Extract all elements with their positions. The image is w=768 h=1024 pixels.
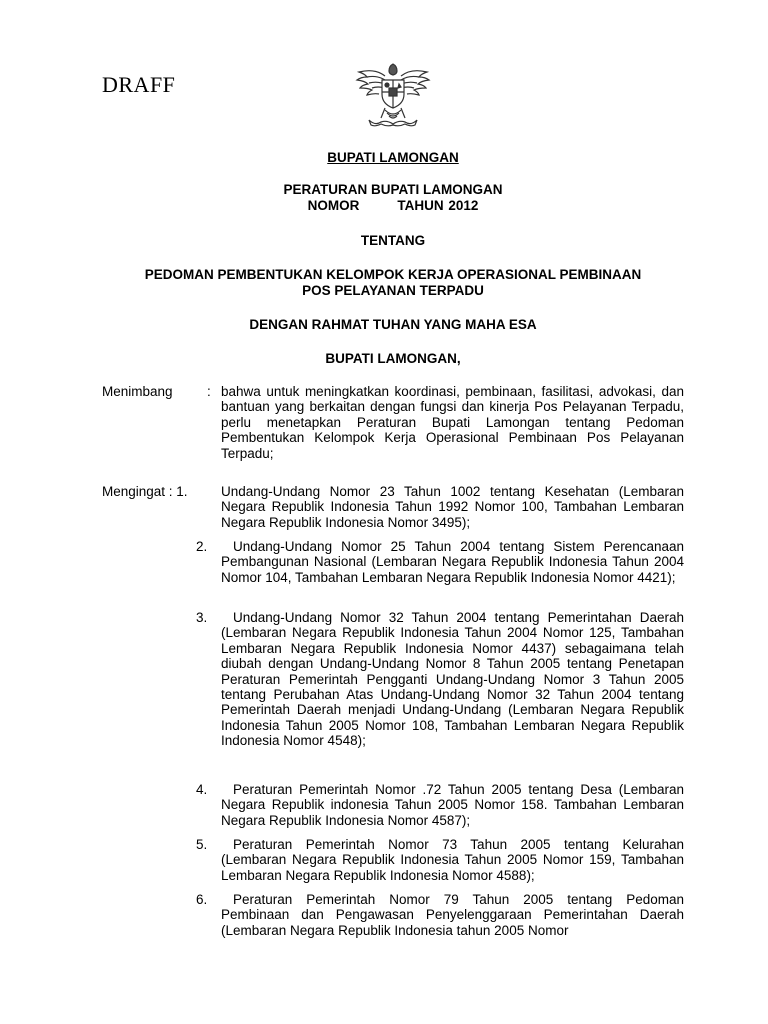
heading-regulation: PERATURAN BUPATI LAMONGAN: [283, 182, 503, 197]
heading-issuer: BUPATI LAMONGAN,: [325, 351, 461, 366]
draft-label: DRAFF: [102, 72, 176, 97]
heading-title-line1: PEDOMAN PEMBENTUKAN KELOMPOK KERJA OPERASIONAL PEMBINAAN: [144, 267, 642, 282]
menimbang-colon: :: [207, 384, 211, 399]
mengingat-num-4: 4.: [196, 782, 208, 797]
menimbang-label: Menimbang: [102, 384, 173, 399]
mengingat-num-3: 3.: [196, 610, 208, 625]
mengingat-label: Mengingat : 1.: [102, 484, 188, 499]
mengingat-num-5: 5.: [196, 837, 208, 852]
mengingat-item-3: Undang-Undang Nomor 32 Tahun 2004 tentang Pemerintahan Daerah (Lembaran Negara Republik Indonesia Tahun 2004 Nomor 125, Tambahan Lembaran Negara Republik Indonesia Nomor 4437) sebagaimana telah diubah dengan Undang-Undang Nomor 8 Tahun 2005 tentang Penetapan Peraturan Pemerintah Pengganti Undang-Undang Nomor 3 Tahun 2005 tentang Perubahan Atas Undang-Undang Nomor 32 Tahun 2004 tentang Pemerintah Daerah menjadi Undang-Undang (Lembaran Negara Republik Indonesia Tahun 2005 Nomor 108, Tambahan Lembaran Negara Republik Indonesia Nomor 4548);: [221, 610, 684, 749]
mengingat-item-2: Undang-Undang Nomor 25 Tahun 2004 tentang Sistem Perencanaan Pembangunan Nasional (Lembaran Negara Republik Indonesia Tahun 2004 Nomor 104, Tambahan Lembaran Negara Republik Indonesia Nomor 4421);: [221, 539, 684, 585]
heading-number: NOMOR TAHUN 2012: [307, 198, 479, 213]
mengingat-item-4: Peraturan Pemerintah Nomor .72 Tahun 2005 tentang Desa (Lembaran Negara Republik indonesia Tahun 2005 Nomor 158. Tambahan Lembaran Negara Republik Indonesia Nomor 4587);: [221, 782, 684, 828]
heading-title-line2: POS PELAYANAN TERPADU: [302, 283, 484, 298]
heading-title: [100, 267, 686, 299]
mengingat-item-6: Peraturan Pemerintah Nomor 79 Tahun 2005 tentang Pedoman Pembinaan dan Pengawasan Penyelenggaraan Pemerintahan Daerah (Lembaran Negara Republik Indonesia tahun 2005 Nomor: [221, 892, 684, 938]
mengingat-num-2: 2.: [196, 539, 208, 554]
garuda-emblem-icon: [355, 58, 431, 132]
heading-about: TENTANG: [360, 233, 426, 248]
heading-blessing: DENGAN RAHMAT TUHAN YANG MAHA ESA: [249, 317, 537, 332]
mengingat-item-5: Peraturan Pemerintah Nomor 73 Tahun 2005 tentang Kelurahan (Lembaran Negara Republik Indonesia Tahun 2005 Nomor 159, Tambahan Lembaran Negara Republik Indonesia Nomor 4588);: [221, 837, 684, 883]
mengingat-item-1: Undang-Undang Nomor 23 Tahun 1002 tentang Kesehatan (Lembaran Negara Republik Indonesia Tahun 1992 Nomor 100, Tambahan Lembaran Negara Republik Indonesia Nomor 3495);: [221, 484, 684, 530]
heading-bupati: BUPATI LAMONGAN: [327, 150, 459, 165]
mengingat-num-6: 6.: [196, 892, 208, 907]
menimbang-text: bahwa untuk meningkatkan koordinasi, pembinaan, fasilitasi, advokasi, dan bantuan yang berkaitan dengan fungsi dan kinerja Pos Pelayanan Terpadu, perlu menetapkan Peraturan Bupati Lamongan tentang Pedoman Pembentukan Kelompok Kerja Operasional Pembinaan Pos Pelayanan Terpadu;: [221, 384, 684, 461]
